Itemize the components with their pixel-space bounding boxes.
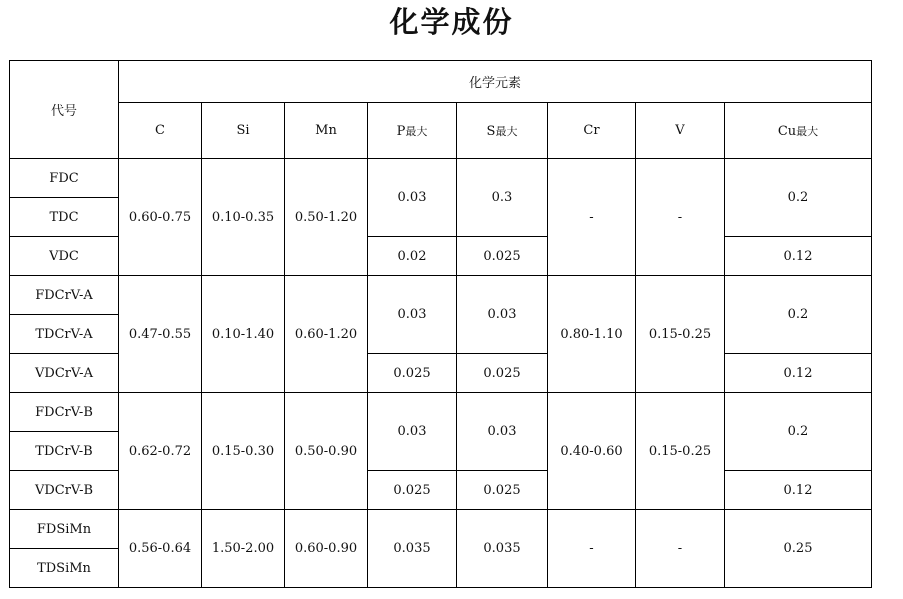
cr-value: 0.40-0.60 — [548, 393, 636, 510]
mn-value: 0.60-0.90 — [285, 510, 368, 588]
table-row — [10, 276, 872, 315]
si-value: 0.10-0.35 — [202, 159, 285, 276]
s-value: 0.03 — [457, 276, 548, 354]
code-cell: VDC — [10, 237, 119, 276]
mn-value: 0.50-0.90 — [285, 393, 368, 510]
si-value: 0.10-1.40 — [202, 276, 285, 393]
s-value: 0.025 — [457, 354, 548, 393]
cu-value: 0.25 — [725, 510, 872, 588]
v-value: 0.15-0.25 — [636, 276, 725, 393]
code-cell: TDCrV-A — [10, 315, 119, 354]
p-value: 0.035 — [368, 510, 457, 588]
cu-value: 0.12 — [725, 471, 872, 510]
code-cell: VDCrV-A — [10, 354, 119, 393]
cu-value: 0.2 — [725, 393, 872, 471]
col-header-mn: Mn — [285, 103, 368, 159]
chemical-composition-table — [9, 60, 872, 588]
v-value: - — [636, 510, 725, 588]
col-header-s: S最大 — [457, 103, 548, 159]
c-value: 0.62-0.72 — [119, 393, 202, 510]
c-value: 0.47-0.55 — [119, 276, 202, 393]
code-cell: FDC — [10, 159, 119, 198]
si-value: 0.15-0.30 — [202, 393, 285, 510]
cr-value: - — [548, 510, 636, 588]
mn-value: 0.50-1.20 — [285, 159, 368, 276]
p-value: 0.03 — [368, 159, 457, 237]
code-cell: FDSiMn — [10, 510, 119, 549]
mn-value: 0.60-1.20 — [285, 276, 368, 393]
c-value: 0.60-0.75 — [119, 159, 202, 276]
code-cell: TDCrV-B — [10, 432, 119, 471]
p-value: 0.025 — [368, 354, 457, 393]
s-value: 0.035 — [457, 510, 548, 588]
s-value: 0.03 — [457, 393, 548, 471]
p-value: 0.03 — [368, 276, 457, 354]
code-cell: VDCrV-B — [10, 471, 119, 510]
col-header-si: Si — [202, 103, 285, 159]
code-cell: TDSiMn — [10, 549, 119, 588]
si-value: 1.50-2.00 — [202, 510, 285, 588]
code-header: 代号 — [10, 61, 119, 159]
s-value: 0.025 — [457, 237, 548, 276]
chemical-elements-header: 化学元素 — [119, 61, 872, 103]
table-row — [10, 510, 872, 549]
p-value: 0.02 — [368, 237, 457, 276]
code-cell: TDC — [10, 198, 119, 237]
table-row — [10, 159, 872, 198]
cr-value: 0.80-1.10 — [548, 276, 636, 393]
col-header-c: C — [119, 103, 202, 159]
s-value: 0.025 — [457, 471, 548, 510]
c-value: 0.56-0.64 — [119, 510, 202, 588]
p-value: 0.025 — [368, 471, 457, 510]
cu-value: 0.12 — [725, 354, 872, 393]
table-row — [10, 393, 872, 432]
code-cell: FDCrV-B — [10, 393, 119, 432]
s-value: 0.3 — [457, 159, 548, 237]
cu-value: 0.12 — [725, 237, 872, 276]
cr-value: - — [548, 159, 636, 276]
cu-value: 0.2 — [725, 276, 872, 354]
p-value: 0.03 — [368, 393, 457, 471]
col-header-v: V — [636, 103, 725, 159]
col-header-cu: Cu最大 — [725, 103, 872, 159]
v-value: 0.15-0.25 — [636, 393, 725, 510]
col-header-cr: Cr — [548, 103, 636, 159]
cu-value: 0.2 — [725, 159, 872, 237]
page-title: 化学成份 — [389, 5, 514, 39]
v-value: - — [636, 159, 725, 276]
col-header-p: P最大 — [368, 103, 457, 159]
code-cell: FDCrV-A — [10, 276, 119, 315]
